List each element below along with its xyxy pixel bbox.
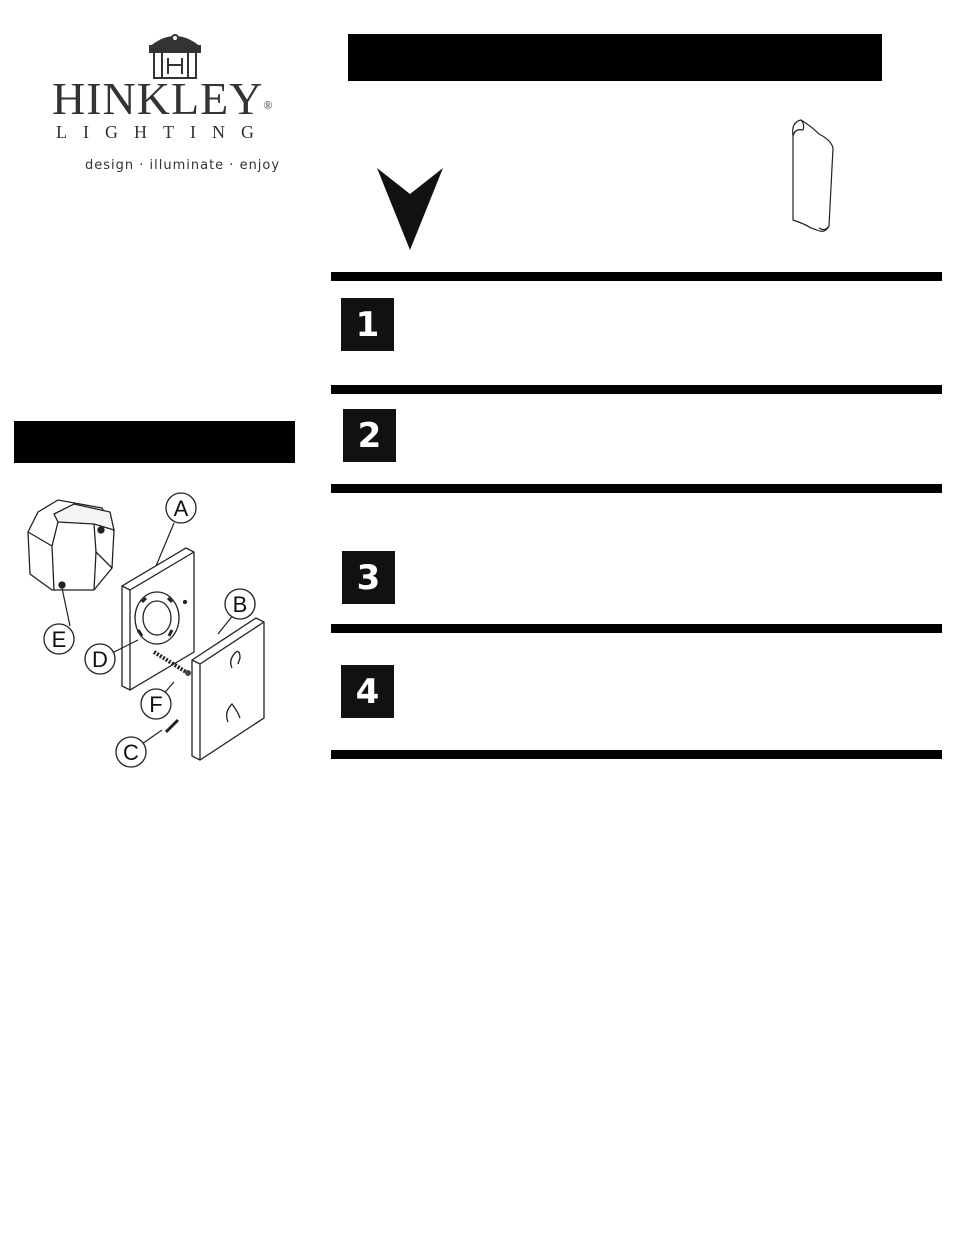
callout-c-label: C: [123, 740, 139, 765]
step-3-badge: 3: [342, 551, 395, 604]
callout-d: [85, 644, 115, 674]
step-divider-1: [331, 385, 942, 394]
callout-a-label: A: [173, 496, 189, 521]
brand-logo: [40, 28, 310, 178]
screw-part: [166, 720, 178, 732]
down-arrow-icon: [375, 168, 445, 252]
step-divider-top: [331, 272, 942, 281]
parts-diagram: [14, 490, 304, 770]
callout-a: [166, 493, 196, 523]
registered-mark: ®: [263, 98, 274, 112]
back-plate-part: [192, 618, 264, 760]
step-divider-2: [331, 484, 942, 493]
callout-f-label: F: [149, 692, 163, 717]
step-4-badge: 4: [341, 665, 394, 718]
callout-e: [44, 624, 74, 654]
step-1-badge: 1: [341, 298, 394, 351]
brand-name: [52, 73, 274, 124]
mounting-plate-part: [122, 548, 194, 690]
brand-sub: LIGHTING: [56, 122, 270, 142]
callout-c: [116, 737, 146, 767]
step-divider-3: [331, 624, 942, 633]
brand-name-text: HINKLEY: [52, 73, 264, 124]
step-divider-bottom: [331, 750, 942, 759]
brand-tagline: design · illuminate · enjoy: [85, 158, 281, 173]
callout-f: [141, 689, 171, 719]
header-title: [348, 46, 360, 68]
step-2-badge: 2: [343, 409, 396, 462]
parts-title-bar: [14, 421, 295, 463]
junction-box-part: [28, 500, 114, 590]
callout-e-label: E: [51, 627, 67, 652]
callout-b: [225, 589, 255, 619]
callout-b-label: B: [232, 592, 248, 617]
nut-part: [185, 670, 191, 676]
instruction-sheet-icon: [785, 118, 841, 236]
callout-d-label: D: [92, 647, 108, 672]
parts-title: [14, 432, 24, 452]
header-title-bar: [348, 34, 882, 81]
